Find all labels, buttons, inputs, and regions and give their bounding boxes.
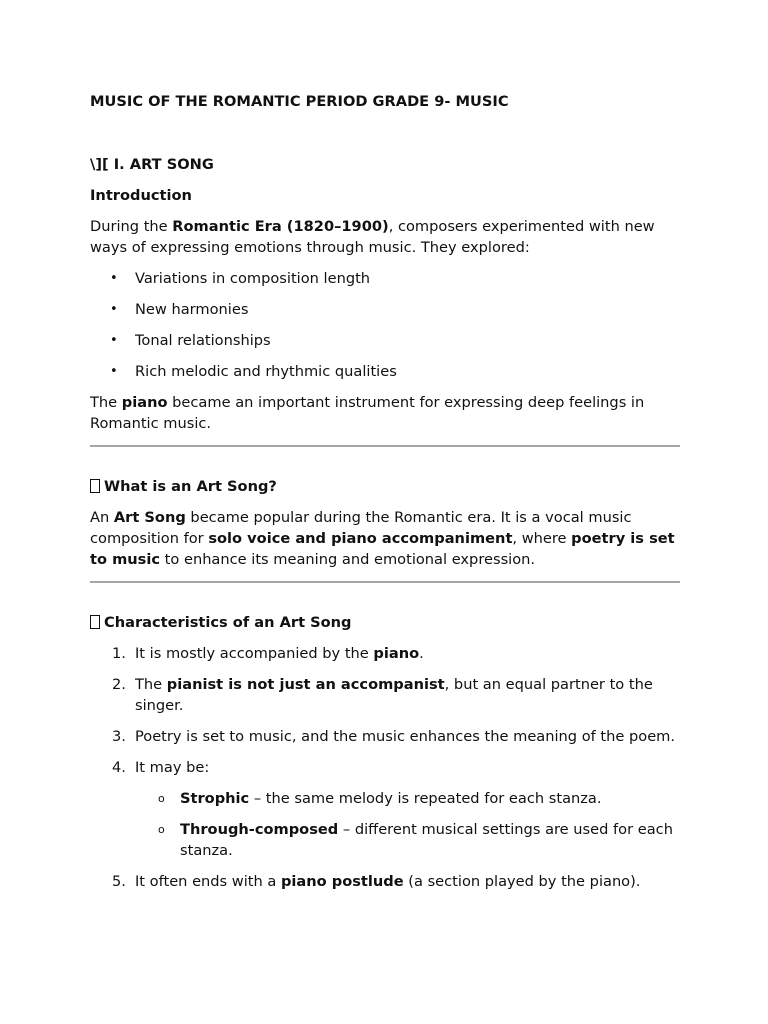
art-song-bold: Art Song — [113, 509, 186, 526]
item-number: 4. — [112, 759, 126, 776]
through-composed-bold: Through-composed — [180, 821, 339, 838]
item-text: . — [419, 645, 424, 662]
form-types-list — [135, 788, 680, 861]
item-text: , but an equal partner to the singer. — [135, 676, 653, 714]
list-item — [90, 871, 680, 892]
what-is-art-song-heading — [90, 476, 680, 497]
characteristics-heading-text: Characteristics of an Art Song — [104, 614, 352, 631]
definition-text-2: became popular during the Romantic era. It is a vocal music composition for — [90, 509, 632, 547]
list-item — [90, 330, 680, 351]
item-bold: piano postlude — [280, 873, 404, 890]
item-text: Poetry is set to music, and the music enhances the meaning of the poem. — [135, 728, 676, 745]
intro-paragraph — [90, 216, 680, 258]
intro-text-2: , composers experimented with new ways of expressing emotions through music. They explored: — [90, 218, 655, 256]
piano-paragraph — [90, 392, 680, 434]
characteristics-list — [90, 643, 680, 892]
list-item-text: Rich melodic and rhythmic qualities — [135, 363, 397, 380]
characteristics-heading — [90, 612, 680, 633]
bullet-icon: • — [110, 271, 118, 286]
piano-bold: piano — [121, 394, 168, 411]
item-bold: piano — [373, 645, 420, 662]
missing-glyph-icon — [90, 615, 100, 629]
list-item-text: New harmonies — [135, 301, 249, 318]
circle-bullet-icon: o — [158, 792, 165, 805]
item-number: 5. — [112, 873, 126, 890]
item-number: 3. — [112, 728, 126, 745]
item-text: It may be: — [135, 759, 210, 776]
list-item — [90, 361, 680, 382]
item-text: It is mostly accompanied by the — [135, 645, 374, 662]
definition-text-3: , where — [512, 530, 572, 547]
item-text: – the same melody is repeated for each stanza. — [249, 790, 602, 807]
item-number: 1. — [112, 645, 126, 662]
document-page — [90, 91, 680, 892]
document-title: MUSIC OF THE ROMANTIC PERIOD GRADE 9- MUSIC — [90, 93, 509, 110]
list-item — [90, 643, 680, 664]
bullet-icon: • — [110, 302, 118, 317]
introduction-heading: Introduction — [90, 187, 192, 204]
section-heading: \][ I. ART SONG — [90, 156, 214, 173]
item-number: 2. — [112, 676, 126, 693]
missing-glyph-icon — [90, 479, 100, 493]
bullet-icon: • — [110, 333, 118, 348]
bullet-icon: • — [110, 364, 118, 379]
item-text: – different musical settings are used for each stanza. — [180, 821, 673, 859]
definition-text-4: to enhance its meaning and emotional expression. — [160, 551, 536, 568]
solo-voice-bold: solo voice and piano accompaniment — [208, 530, 513, 547]
list-item-text: Tonal relationships — [135, 332, 271, 349]
definition-text-1: An — [90, 509, 114, 526]
list-item-text: Variations in composition length — [135, 270, 371, 287]
piano-text-1: The — [90, 394, 122, 411]
list-item — [135, 819, 680, 861]
what-heading-text: What is an Art Song? — [104, 478, 277, 495]
explored-list — [90, 268, 680, 382]
romantic-era-bold: Romantic Era (1820–1900) — [172, 218, 389, 235]
section-divider — [90, 581, 680, 583]
list-item — [90, 268, 680, 289]
poetry-bold: poetry is set to music — [90, 530, 675, 568]
item-text: (a section played by the piano). — [403, 873, 641, 890]
list-item — [90, 674, 680, 716]
list-item — [90, 757, 680, 861]
item-text: The — [135, 676, 167, 693]
list-item — [135, 788, 680, 809]
strophic-bold: Strophic — [180, 790, 250, 807]
item-bold: pianist is not just an accompanist — [166, 676, 445, 693]
list-item — [90, 726, 680, 747]
piano-text-2: became an important instrument for expressing deep feelings in Romantic music. — [90, 394, 645, 432]
item-text: It often ends with a — [135, 873, 281, 890]
section-divider — [90, 445, 680, 447]
art-song-definition — [90, 507, 680, 570]
list-item — [90, 299, 680, 320]
intro-text-1: During the — [90, 218, 173, 235]
circle-bullet-icon: o — [158, 823, 165, 836]
